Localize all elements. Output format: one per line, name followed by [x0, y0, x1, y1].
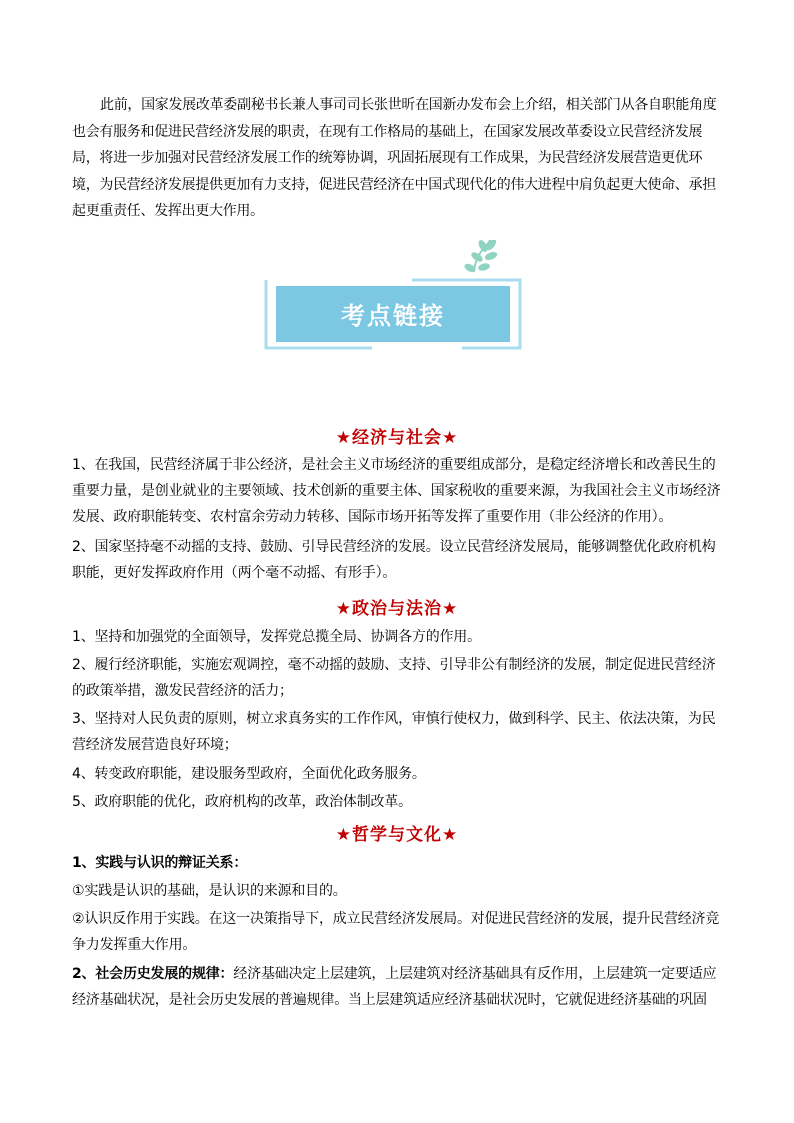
politics-point-1: 1、坚持和加强党的全面领导，发挥党总揽全局、协调各方的作用。: [72, 629, 481, 645]
section-title-politics: ★政治与法治★: [335, 599, 459, 619]
banner-label: 考点链接: [341, 302, 445, 330]
politics-point-5: 5、政府职能的优化，政府机构的改革，政治体制改革。: [72, 794, 412, 810]
economy-point-2: 2、国家坚持毫不动摇的支持、鼓励、引导民营经济的发展。设立民营经济发展局，能够调整优化政府机构职能，更好发挥政府作用（两个毫不动摇、有形手）。: [72, 539, 716, 581]
philosophy-item-1: ①实践是认识的基础，是认识的来源和目的。: [72, 883, 347, 899]
intro-paragraph: 此前，国家发展改革委副秘书长兼人事司司长张世昕在国新办发布会上介绍，相关部门从各自职能角度也会有服务和促进民营经济发展的职责，在现有工作格局的基础上，在国家发展改革委设立民营经济发展局，将进一步加强对民营经济发展工作的统筹协调，巩固拓展现有工作成果，为民营经济发展营造更优环境，为民营经济发展提供更加有力支持，促进民营经济在中国式现代化的伟大进程中肩负起更大使命、承担起更重责任、发挥出更大作用。: [72, 97, 717, 219]
economy-point-1: 1、在我国，民营经济属于非公经济，是社会主义市场经济的重要组成部分，是稳定经济增长和改善民生的重要力量，是创业就业的主要领域、技术创新的重要主体、国家税收的重要来源，为我国社会主义市场经济发展、政府职能转变、农村富余劳动力转移、国际市场开拓等发挥了重要作用（非公经济的作用）。: [72, 457, 721, 525]
kaodian-banner: [262, 240, 524, 358]
politics-point-4: 4、转变政府职能，建设服务型政府，全面优化政务服务。: [72, 766, 426, 782]
philosophy-text-2: 经济基础决定上层建筑，上层建筑对经济基础具有反作用，上层建筑一定要适应经济基础状况，是社会历史发展的普遍规律。当上层建筑适应经济基础状况时，它就促进经济基础的巩固: [72, 966, 717, 1008]
politics-point-3: 3、坚持对人民负责的原则，树立求真务实的工作作风，审慎行使权力，做到科学、民主、依法决策，为民营经济发展营造良好环境；: [72, 711, 716, 753]
section-title-philosophy: ★哲学与文化★: [335, 825, 459, 845]
politics-point-2: 2、履行经济职能，实施宏观调控，毫不动摇的鼓励、支持、引导非公有制经济的发展，制定促进民营经济的政策举措，激发民营经济的活力；: [72, 657, 716, 699]
philosophy-point-2: [72, 961, 724, 1013]
philosophy-item-2: ②认识反作用于实践。在这一决策指导下，成立民营经济发展局。对促进民营经济的发展，提升民营经济竞争力发挥重大作用。: [72, 911, 720, 953]
philosophy-heading-1: 1、实践与认识的辩证关系：: [72, 855, 248, 871]
philosophy-heading-2: 2、社会历史发展的规律：: [72, 966, 234, 982]
section-title-economy: ★经济与社会★: [335, 428, 459, 448]
